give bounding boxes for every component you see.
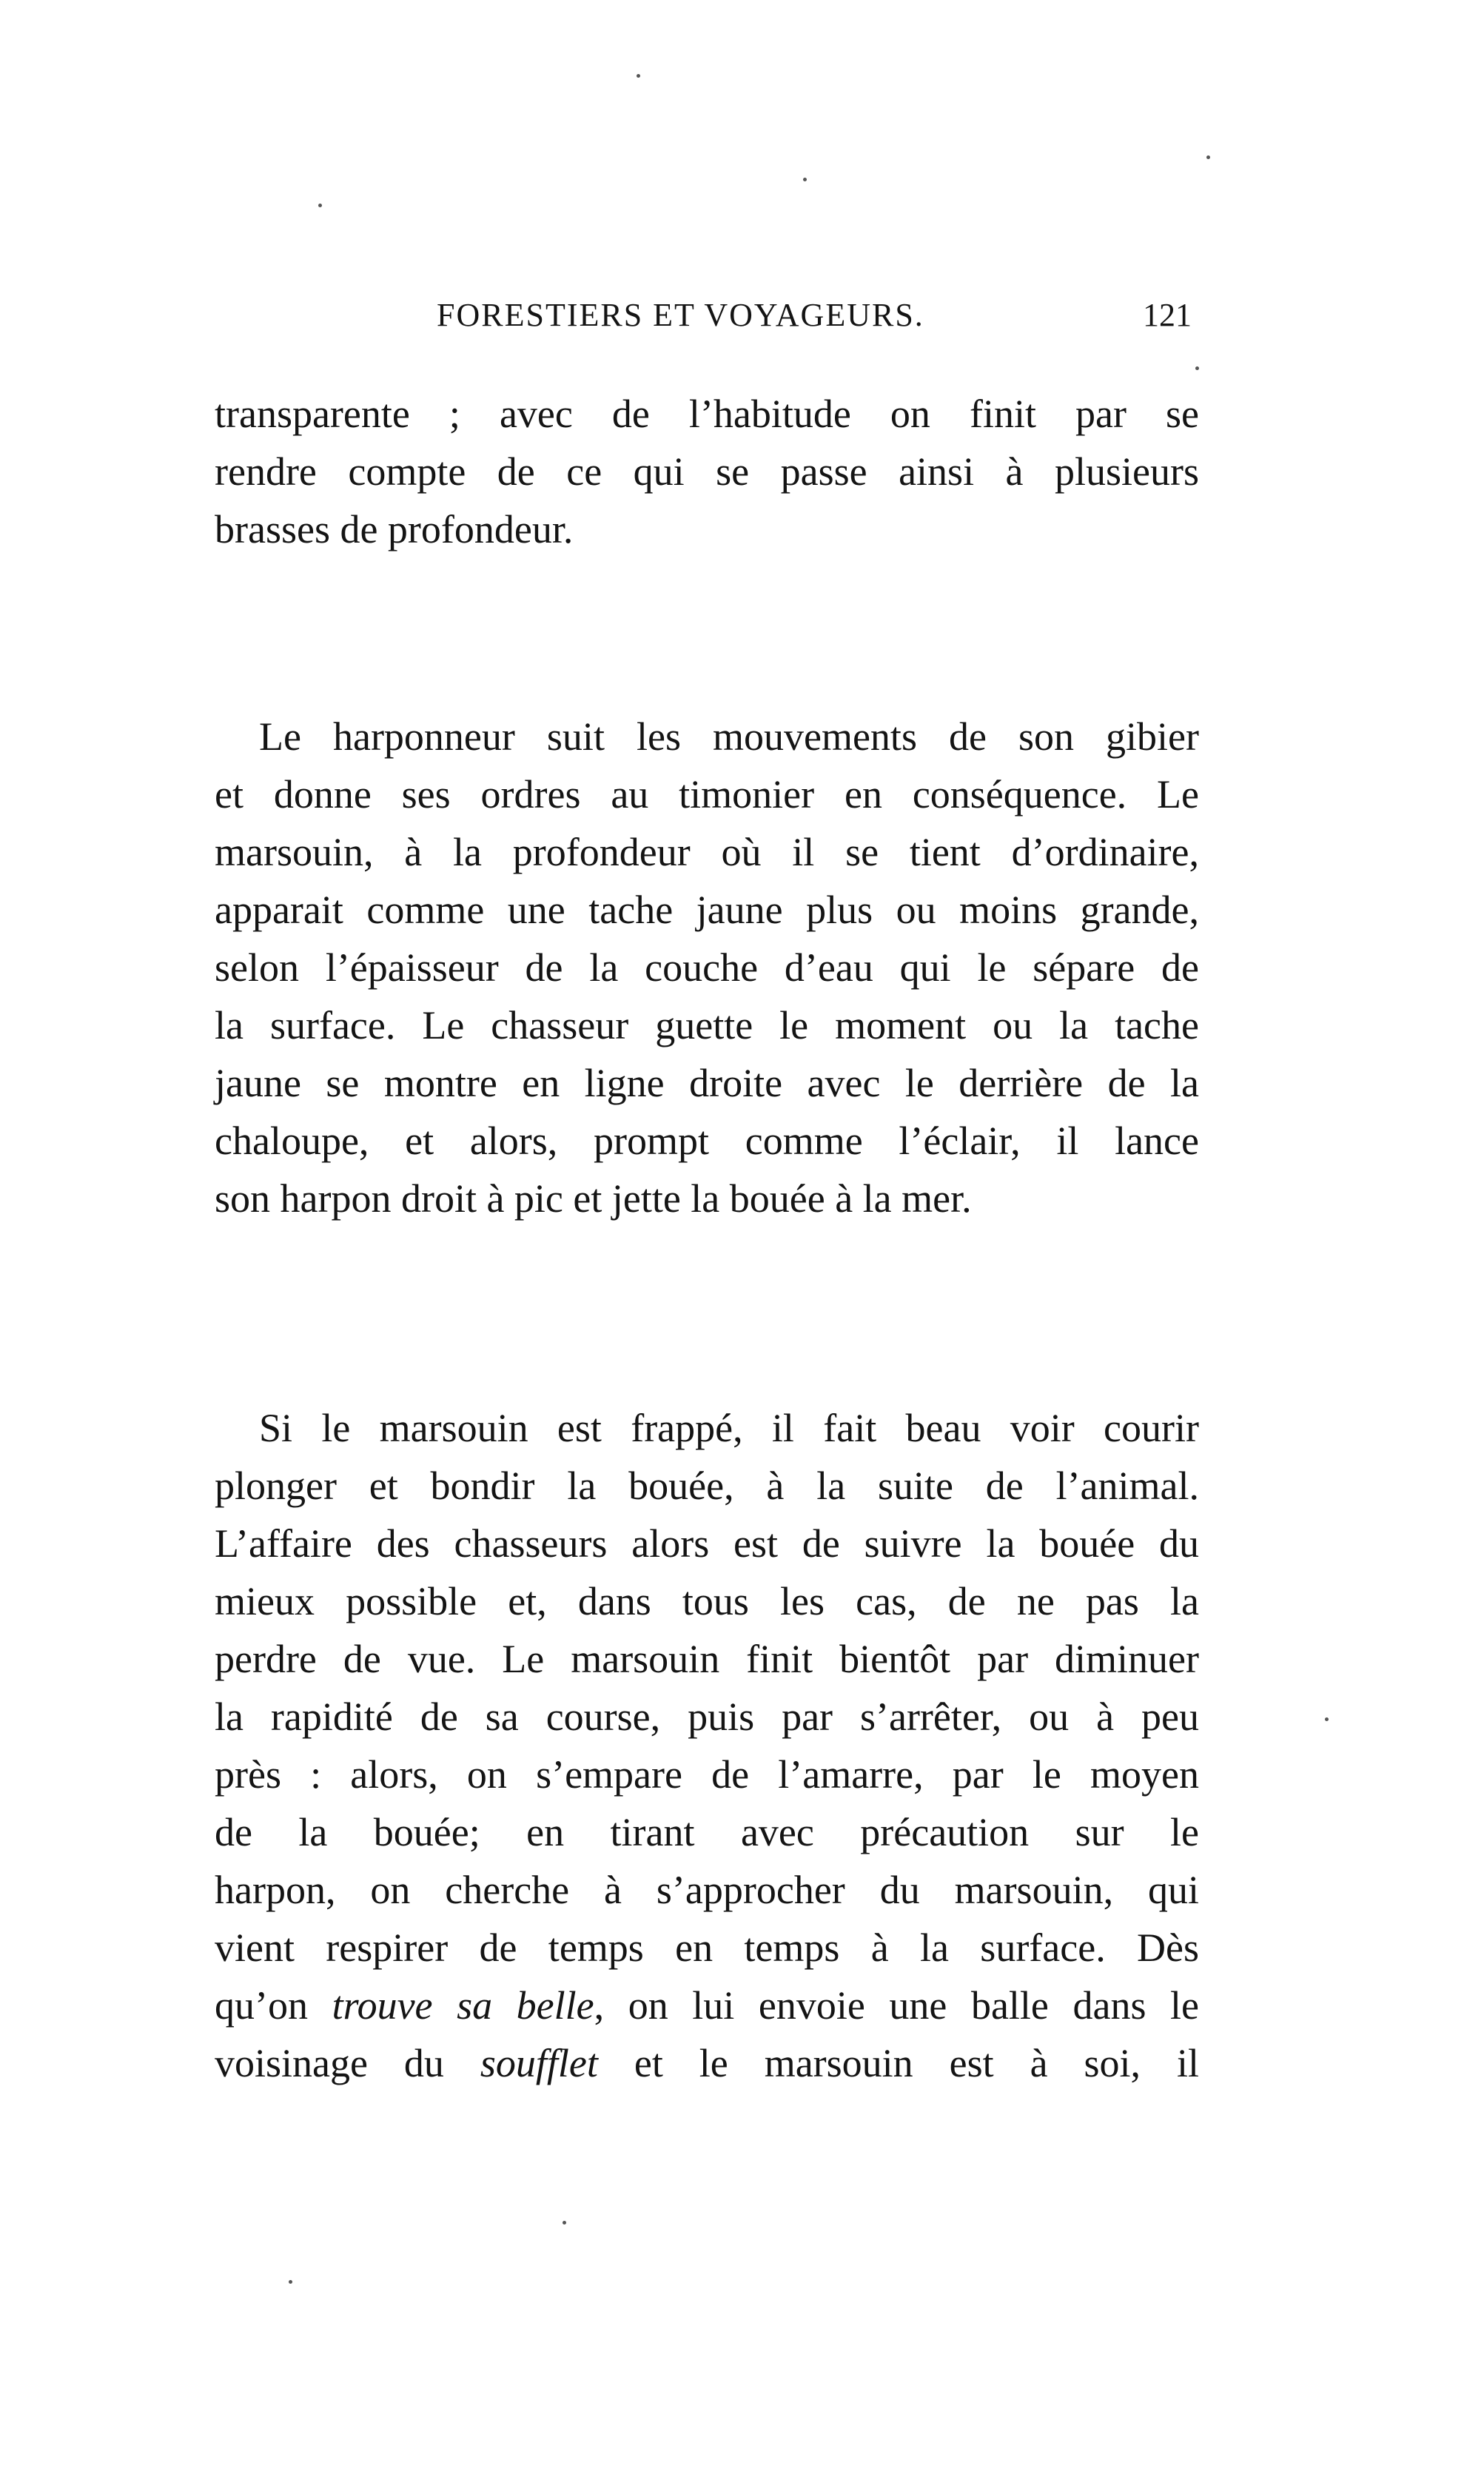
text-line: marsouin, à la profondeur où il se tient d’ordinaire, xyxy=(215,830,1199,874)
ink-speck xyxy=(803,178,807,181)
text-fragment: , on lui envoie une balle dans le xyxy=(594,1983,1200,2028)
italic-phrase: soufflet xyxy=(480,2041,598,2085)
running-header xyxy=(215,296,1199,341)
ink-speck xyxy=(289,2280,292,2284)
running-title: FORESTIERS ET VOYAGEURS. xyxy=(437,297,924,333)
text-line: plonger et bondir la bouée, à la suite de l’animal. xyxy=(215,1464,1199,1508)
paragraph-1 xyxy=(215,385,1199,558)
text-fragment: et le marsouin est à soi, il xyxy=(597,2041,1199,2085)
text-line: L’affaire des chasseurs alors est de suivre la bouée du xyxy=(215,1521,1199,1566)
text-line: harpon, on cherche à s’approcher du marsouin, qui xyxy=(215,1868,1199,1912)
text-line: de la bouée; en tirant avec précaution sur le xyxy=(215,1810,1199,1854)
text-line: Si le marsouin est frappé, il fait beau voir courir xyxy=(259,1406,1199,1450)
text-line: son harpon droit à pic et jette la bouée à la mer. xyxy=(215,1176,972,1221)
text-line: la surface. Le chasseur guette le moment ou la tache xyxy=(215,1003,1199,1047)
text-line: et donne ses ordres au timonier en conséquence. Le xyxy=(215,772,1199,817)
ink-speck xyxy=(1325,1717,1329,1721)
text-line: jaune se montre en ligne droite avec le derrière de la xyxy=(215,1061,1199,1105)
text-line: vient respirer de temps en temps à la surface. Dès xyxy=(215,1925,1199,1970)
text-line: brasses de profondeur. xyxy=(215,507,574,552)
text-line: transparente ; avec de l’habitude on finit par se xyxy=(215,392,1199,436)
text-line: près : alors, on s’empare de l’amarre, par le moyen xyxy=(215,1752,1199,1797)
text-line: mieux possible et, dans tous les cas, de ne pas la xyxy=(215,1579,1199,1623)
text-line xyxy=(215,1977,1199,2034)
ink-speck xyxy=(563,2221,566,2225)
text-line: Le harponneur suit les mouvements de son gibier xyxy=(259,714,1199,759)
text-line: selon l’épaisseur de la couche d’eau qui le sépare de xyxy=(215,945,1199,990)
text-fragment: qu’on xyxy=(215,1983,332,2028)
ink-speck xyxy=(318,204,322,207)
text-line xyxy=(215,2034,1199,2092)
text-line: chaloupe, et alors, prompt comme l’éclair, il lance xyxy=(215,1119,1199,1163)
text-line: apparait comme une tache jaune plus ou moins grande, xyxy=(215,888,1199,932)
ink-speck xyxy=(637,74,640,78)
paragraph-2 xyxy=(215,708,1199,1227)
text-fragment: voisinage du xyxy=(215,2041,480,2085)
text-line: perdre de vue. Le marsouin finit bientôt par diminuer xyxy=(215,1637,1199,1681)
paragraph-3 xyxy=(215,1399,1199,2092)
ink-speck xyxy=(1206,155,1210,159)
page-number: 121 xyxy=(1143,297,1192,333)
text-line: rendre compte de ce qui se passe ainsi à plusieurs xyxy=(215,449,1199,494)
text-line: la rapidité de sa course, puis par s’arrêter, ou à peu xyxy=(215,1694,1199,1739)
italic-phrase: trouve sa belle xyxy=(332,1983,594,2028)
ink-speck xyxy=(1195,366,1199,370)
